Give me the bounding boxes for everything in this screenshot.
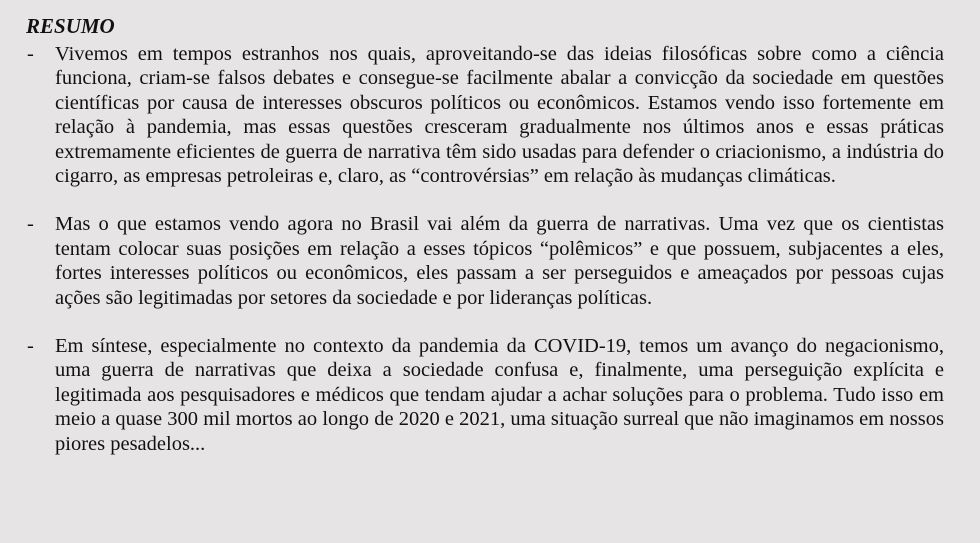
bullet-item-1 (26, 42, 944, 188)
section-heading: RESUMO (26, 14, 115, 38)
bullet-marker: - (27, 213, 34, 236)
paragraph-text: Vivemos em tempos estranhos nos quais, aproveitando-se das ideias filosóficas sobre como a ciência funciona, criam-se falsos debates e consegue-se facilmente abalar a convicção da sociedade em questões científicas por causa de interesses obscuros políticos ou econômicos. Estamos vendo isso fortemente em relação à pandemia, mas essas questões cresceram gradualmente nos últimos anos e essas práticas extremamente eficientes de guerra de narrativa têm sido usadas para defender o criacionismo, a indústria do cigarro, as empresas petroleiras e, claro, as “controvérsias” em relação às mudanças climáticas. (55, 43, 944, 188)
bullet-item-3 (26, 334, 944, 456)
paragraph-text: Em síntese, especialmente no contexto da pandemia da COVID-19, temos um avanço do negacionismo, uma guerra de narrativas que deixa a sociedade confusa e, finalmente, uma perseguição explícita e legitimada aos pesquisadores e médicos que tendam ajudar a achar soluções para o problema. Tudo isso em meio a quase 300 mil mortos ao longo de 2020 e 2021, uma situação surreal que não imaginamos em nossos piores pesadelos... (55, 335, 944, 455)
paragraph-text: Mas o que estamos vendo agora no Brasil vai além da guerra de narrativas. Uma vez que os cientistas tentam colocar suas posições em relação a esses tópicos “polêmicos” e que possuem, subjacentes a eles, fortes interesses políticos ou econômicos, eles passam a ser perseguidos e ameaçados por pessoas cujas ações são legitimadas por setores da sociedade e por lideranças políticas. (55, 213, 944, 309)
bullet-item-2 (26, 212, 944, 310)
bullet-marker: - (27, 335, 34, 358)
bullet-marker: - (27, 43, 34, 65)
